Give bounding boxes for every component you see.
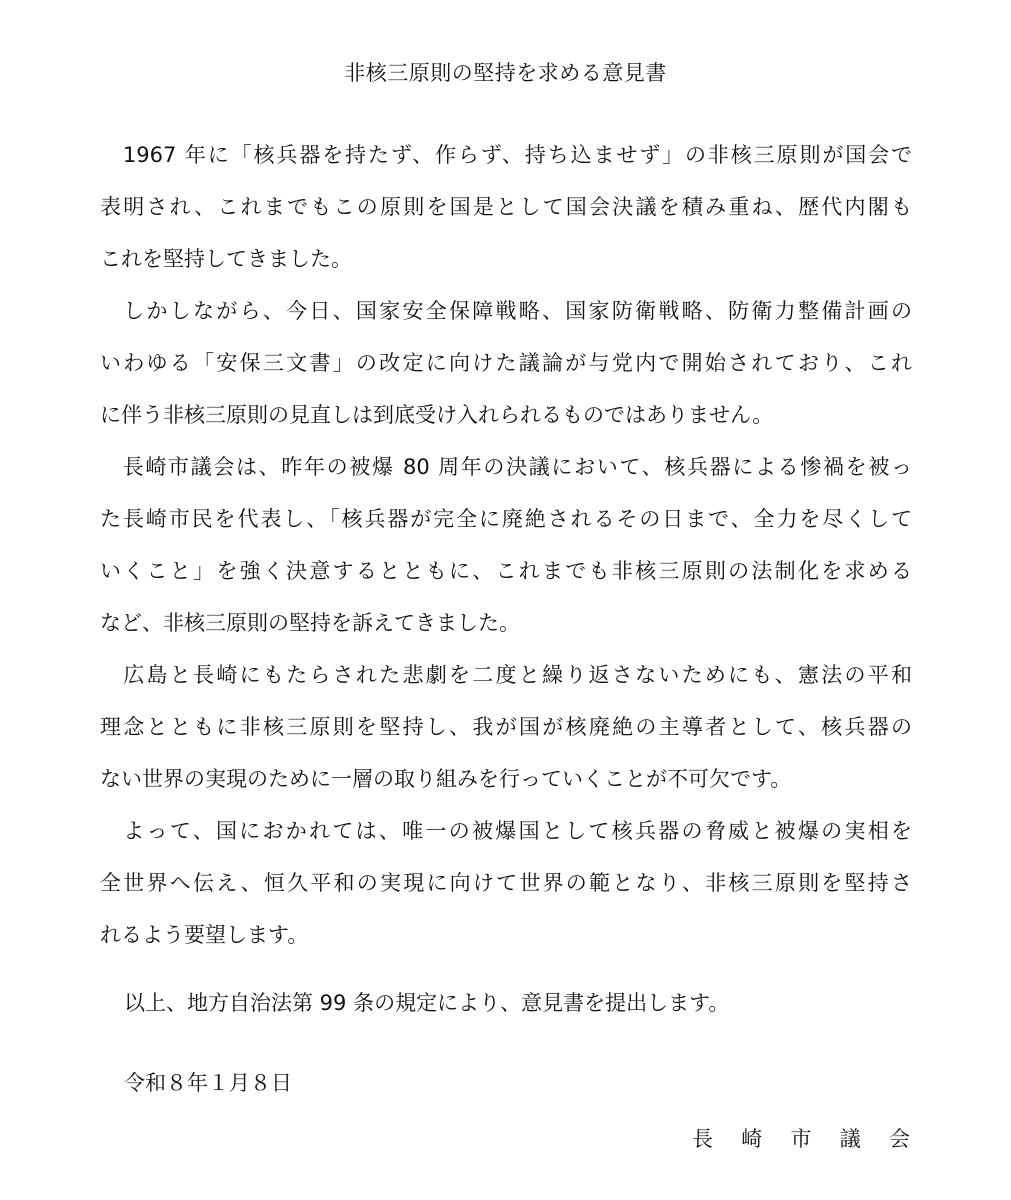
body-line: いわゆる「安保三文書」の改定に向けた議論が与党内で開始されており、これ xyxy=(100,351,912,375)
body-line: 広島と長崎にもたらされた悲劇を二度と繰り返さないためにも、憲法の平和 xyxy=(100,663,912,687)
body-line: よって、国におかれては、唯一の被爆国として核兵器の脅威と被爆の実相を xyxy=(100,819,912,843)
body-line: 全世界へ伝え、恒久平和の実現に向けて世界の範となり、非核三原則を堅持さ xyxy=(100,871,912,895)
body-line: いくこと」を強く決意するとともに、これまでも非核三原則の法制化を求める xyxy=(100,559,912,583)
document-body xyxy=(100,133,912,965)
body-line: に伴う非核三原則の見直しは到底受け入れられるものではありません。 xyxy=(100,403,774,427)
document-date: 令和８年１月８日 xyxy=(124,1071,292,1095)
body-line: 長崎市議会は、昨年の被爆 80 周年の決議において、核兵器による惨禍を被っ xyxy=(100,455,912,479)
body-line: しかしながら、今日、国家安全保障戦略、国家防衛戦略、防衛力整備計画の xyxy=(100,299,912,323)
body-line: た長崎市民を代表し、「核兵器が完全に廃絶されるその日まで、全力を尽くして xyxy=(100,507,912,531)
signature: 長 崎 市 議 会 xyxy=(692,1127,910,1151)
document-title: 非核三原則の堅持を求める意見書 xyxy=(344,61,667,85)
body-line: 1967 年に「核兵器を持たず、作らず、持ち込ませず」の非核三原則が国会で xyxy=(100,143,912,167)
body-line: これを堅持してきました。 xyxy=(100,247,352,271)
closing-statement: 以上、地方自治法第 99 条の規定により、意見書を提出します。 xyxy=(124,991,730,1015)
body-line: れるよう要望します。 xyxy=(100,923,309,947)
body-line: 理念とともに非核三原則を堅持し、我が国が核廃絶の主導者として、核兵器の xyxy=(100,715,912,739)
body-line: など、非核三原則の堅持を訴えてきました。 xyxy=(100,611,520,635)
body-line: ない世界の実現のために一層の取り組みを行っていくことが不可欠です。 xyxy=(100,767,792,791)
body-line: 表明され、これまでもこの原則を国是として国会決議を積み重ね、歴代内閣も xyxy=(100,195,912,219)
